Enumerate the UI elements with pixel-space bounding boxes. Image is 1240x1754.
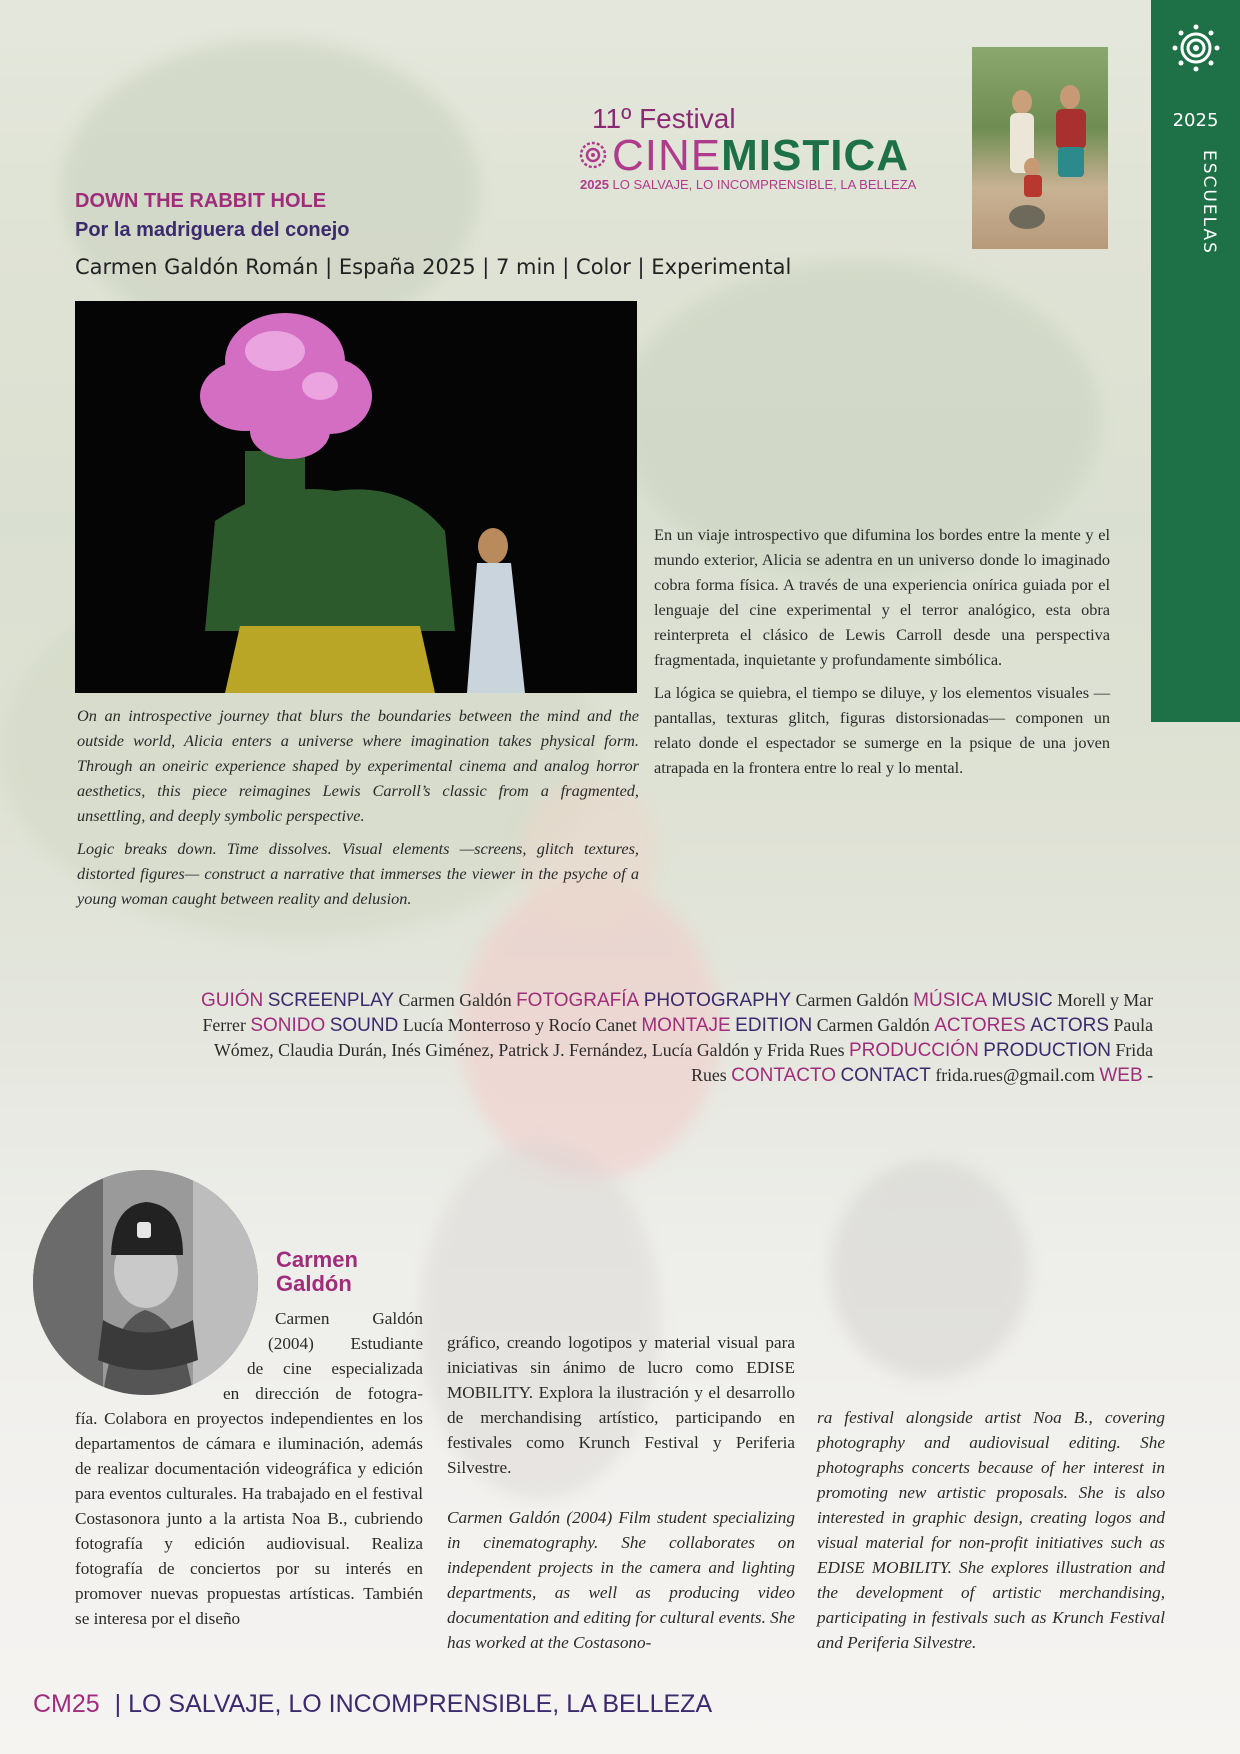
synopsis-es-p2: La lógica se quiebra, el tiempo se diluye, y los elementos visuales —pantallas, texturas glitch, figuras distorsionadas— componen un relato donde el espectador se sumerge en la psique de una joven atrapada en la frontera entre lo real y lo mental. — [654, 683, 1110, 777]
brand-cine: CINE — [612, 131, 722, 180]
synopsis-es — [654, 522, 1110, 788]
bio-column-3 — [817, 1405, 1165, 1655]
credit-val-music: Morell y Mar Ferrer — [202, 990, 1153, 1035]
festival-tagline — [580, 177, 916, 192]
bio-column-1 — [75, 1306, 423, 1631]
credit-val-web: - — [1147, 1065, 1153, 1085]
bio-line: Carmen Galdón — [275, 1309, 423, 1328]
footer-separator: | — [114, 1690, 122, 1718]
sidebar-section-label: ESCUELAS — [1199, 150, 1219, 255]
festival-brand — [580, 131, 909, 181]
credit-key-music: MUSIC — [991, 990, 1053, 1011]
footer-text: LO SALVAJE, LO INCOMPRENSIBLE, LA BELLEZA — [128, 1690, 713, 1718]
credit-key-musica: MÚSICA — [913, 990, 988, 1011]
credit-key-production: PRODUCTION — [983, 1040, 1111, 1061]
credit-key-screenplay: SCREENPLAY — [267, 990, 395, 1011]
sun-icon — [1172, 24, 1220, 72]
credit-key-produccion: PRODUCCIÓN — [848, 1040, 979, 1061]
credit-val-sound: Lucía Monterroso y Rocío Canet — [402, 1015, 637, 1035]
tagline-text: LO SALVAJE, LO INCOMPRENSIBLE, LA BELLEZA — [612, 177, 917, 192]
sidebar-year: 2025 — [1172, 110, 1219, 131]
credit-val-edition: Carmen Galdón — [816, 1015, 930, 1035]
credit-key-actors: ACTORS — [1030, 1015, 1110, 1036]
director-first-name: Carmen — [276, 1247, 358, 1272]
credit-key-montaje: MONTAJE — [641, 1015, 731, 1036]
bio-text-es-1: fía. Colabora en proyectos independientes en los departamentos de cámara e iluminación, además de realizar documentación videográfica y edición para eventos culturales. Ha trabajado en el festival Costasonora junto a la artista Noa B., cubriendo fotografía y edición audiovisual. Realiza fotografía de conciertos por su interés en promover nuevas propuestas artísticas. También se interesa por el diseño — [75, 1409, 423, 1628]
bio-line: (2004) Estudiante — [268, 1334, 423, 1353]
credit-val-contact[interactable]: frida.rues@gmail.com — [935, 1065, 1095, 1085]
synopsis-en-p2: Logic breaks down. Time dissolves. Visual elements —screens, glitch textures, distorted figures— construct a narrative that immerses the viewer in the psyche of a young woman caught between reality and delusion. — [77, 839, 639, 908]
credit-val-actors: Paula Wómez, Claudia Durán, Inés Giménez, Patrick J. Fernández, Lucía Galdón y Frida Rues — [213, 1015, 1153, 1060]
footer-code: CM25 — [33, 1690, 100, 1718]
sidebar — [1151, 0, 1240, 722]
credit-val-production: Frida Rues — [691, 1040, 1153, 1085]
tagline-year: 2025 — [580, 177, 609, 192]
bio-text-en-2: ra festival alongside artist Noa B., covering photography and audiovisual editing. She photographs concerts because of her interest in promoting new artistic proposals. She is also interested in graphic design, creating logos and visual material for non-profit initiatives such as EDISE MOBILITY. She explores illustration and the development of artistic merchandising, participating in festivals such as Krunch Festival and Periferia Silvestre. — [817, 1408, 1165, 1652]
credit-key-actores: ACTORES — [934, 1015, 1026, 1036]
festival-poster — [972, 47, 1108, 249]
festival-logo — [580, 103, 960, 203]
bio-text-es-2: gráfico, creando logotipos y material visual para iniciativas sin ánimo de lucro como EDISE MOBILITY. Explora la ilustración y el desarrollo de merchandising artístico, participando en festivales como Krunch Festival y Periferia Silvestre. — [447, 1333, 795, 1477]
credit-key-contact: CONTACT — [840, 1065, 931, 1086]
credit-key-photography: PHOTOGRAPHY — [643, 990, 792, 1011]
synopsis-es-p1: En un viaje introspectivo que difumina los bordes entre la mente y el mundo exterior, Alicia se adentra en un universo donde lo imaginado cobra forma física. A través de una experiencia onírica guiada por el lenguaje del cine experimental y el terror analógico, esta obra reinterpreta el clásico de Lewis Carroll desde una perspectiva fragmentada, inquietante y profundamente simbólica. — [654, 525, 1110, 669]
credit-key-fotografia: FOTOGRAFÍA — [516, 990, 640, 1011]
brand-mistica: MISTICA — [721, 131, 910, 180]
film-still — [75, 301, 637, 693]
bio-line: de cine especializada — [247, 1359, 423, 1378]
director-last-name: Galdón — [276, 1271, 352, 1296]
film-title-en: DOWN THE RABBIT HOLE — [75, 190, 327, 212]
credit-key-edition: EDITION — [735, 1015, 813, 1036]
credit-key-sound: SOUND — [329, 1015, 399, 1036]
bio-text-en-1: Carmen Galdón (2004) Film student specializing in cinematography. She collaborates on independent projects in the camera and lighting departments, as well as producing video documentation and editing for cultural events. She has worked at the Costasono- — [447, 1508, 795, 1652]
director-name — [276, 1248, 358, 1296]
credit-val-photography: Carmen Galdón — [795, 990, 909, 1010]
bio-column-2 — [447, 1330, 795, 1655]
crew-credits — [175, 988, 1153, 1088]
bio-line: en dirección de fotogra- — [223, 1384, 423, 1403]
festival-edition: 11º Festival — [592, 103, 736, 134]
credit-key-guion: GUIÓN — [200, 990, 264, 1011]
credit-key-contacto: CONTACTO — [731, 1065, 836, 1086]
synopsis-en — [77, 703, 639, 919]
credit-key-sonido: SONIDO — [250, 1015, 326, 1036]
credit-key-web: WEB — [1099, 1065, 1143, 1086]
film-meta: Carmen Galdón Román | España 2025 | 7 min | Color | Experimental — [75, 255, 792, 279]
synopsis-en-p1: On an introspective journey that blurs the boundaries between the mind and the outside world, Alicia enters a universe where imagination takes physical form. Through an oneiric experience shaped by experimental cinema and analog horror aesthetics, this piece reimagines Lewis Carroll’s classic from a fragmented, unsettling, and deeply symbolic perspective. — [77, 706, 639, 825]
film-title-es: Por la madriguera del conejo — [75, 219, 350, 241]
credit-val-screenplay: Carmen Galdón — [398, 990, 512, 1010]
page-footer — [33, 1690, 712, 1719]
